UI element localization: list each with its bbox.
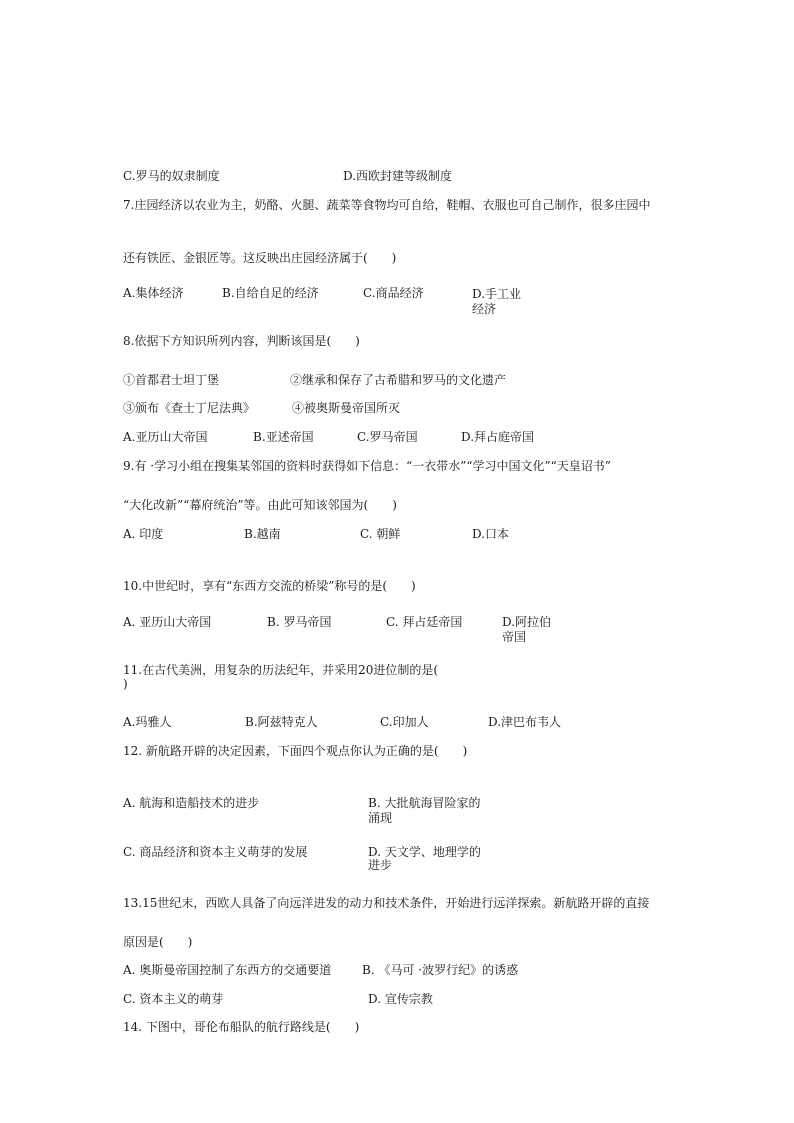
q12-option-d-line-2: 进步 (368, 858, 393, 872)
q9-option-a: A. 印度 (123, 527, 164, 541)
q6-option-c: C.罗马的奴隶制度 (123, 169, 220, 183)
q12-option-a: A. 航海和造船技术的进步 (123, 796, 260, 810)
q7-stem-line-1: 7.庄园经济以农业为主，奶酪、火腿、蔬菜等食物均可自给，鞋帽、衣服也可自己制作，很多庄园中 (123, 198, 651, 212)
q11-option-c: C.印加人 (380, 715, 429, 729)
q12-stem: 12. 新航路开辟的决定因素，下面四个观点你认为正确的是( ) (123, 744, 468, 758)
q13-stem-line-1: 13.15世纪末，西欧人具备了向远洋进发的动力和技术条件，开始进行远洋探索。新航路开辟的直接 (123, 896, 650, 910)
q7-stem-line-2: 还有铁匠、金银匠等。这反映出庄园经济属于( ) (123, 251, 397, 265)
q7-option-d-line-1: D.手工业 (472, 287, 522, 301)
q12-option-b-line-2: 涌现 (368, 811, 393, 825)
q12-option-d-line-1: D. 天文学、地理学的 (368, 845, 481, 859)
q10-option-a: A. 亚历山大帝国 (123, 615, 212, 629)
q8-stem: 8.依据下方知识所列内容，判断该国是( ) (123, 334, 360, 348)
q8-option-b: B.亚述帝国 (253, 430, 314, 444)
q10-option-d-line-2: 帝国 (502, 630, 527, 644)
q11-stem-line-2: ) (123, 677, 128, 691)
q8-item-3: ③颁布《查士丁尼法典》 (123, 401, 256, 415)
q9-option-b: B.越南 (244, 527, 281, 541)
q10-option-c: C. 拜占廷帝国 (386, 615, 463, 629)
q11-option-d: D.津巴布韦人 (488, 715, 562, 729)
q8-option-c: C.罗马帝国 (357, 430, 418, 444)
q8-item-2: ②继承和保存了古希腊和罗马的文化遗产 (290, 373, 507, 387)
q7-option-b: B.自给自足的经济 (222, 286, 319, 300)
q7-option-d-line-2: 经济 (472, 302, 497, 316)
q12-option-b-line-1: B. 大批航海冒险家的 (368, 796, 481, 810)
q7-option-c: C.商品经济 (363, 286, 424, 300)
q9-stem-line-2: “大化改新”“幕府统治”等。由此可知该邻国为( ) (123, 498, 397, 512)
q6-option-d: D.西欧封建等级制度 (343, 169, 453, 183)
q10-option-d-line-1: D.阿拉伯 (502, 615, 552, 629)
q11-stem-line-1: 11.在古代美洲，用复杂的历法纪年，并采用20进位制的是( (123, 663, 439, 677)
q9-option-d: D.口本 (472, 527, 510, 541)
q13-option-d: D. 宣传宗教 (368, 992, 433, 1006)
q8-option-d: D.拜占庭帝国 (461, 430, 535, 444)
q12-option-c: C. 商品经济和资本主义萌芽的发展 (123, 845, 308, 859)
q7-option-a: A.集体经济 (123, 286, 184, 300)
q11-option-a: A.玛雅人 (123, 715, 172, 729)
q13-option-b: B. 《马可 ·波罗行纪》的诱惑 (362, 963, 519, 977)
q11-option-b: B.阿兹特克人 (245, 715, 318, 729)
q8-item-4: ④被奥斯曼帝国所灭 (292, 401, 401, 415)
q9-stem-line-1: 9.有 ·学习小组在搜集某邻国的资料时获得如下信息：“一衣带水”“学习中国文化”“天皇诏书” (123, 459, 611, 473)
q10-option-b: B. 罗马帝国 (267, 615, 332, 629)
q8-item-1: ①首都君士坦丁堡 (123, 373, 220, 387)
q9-option-c: C. 朝鲜 (360, 527, 401, 541)
q13-option-c: C. 资本主义的萌芽 (123, 992, 224, 1006)
q13-stem-line-2: 原因是( ) (123, 935, 193, 949)
q10-stem: 10.中世纪时，享有“东西方交流的桥梁”称号的是( ) (123, 579, 416, 593)
q14-stem: 14. 下图中，哥伦布船队的航行路线是( ) (123, 1020, 360, 1034)
q8-option-a: A.亚历山大帝国 (123, 430, 208, 444)
q13-option-a: A. 奥斯曼帝国控制了东西方的交通要道 (123, 963, 332, 977)
